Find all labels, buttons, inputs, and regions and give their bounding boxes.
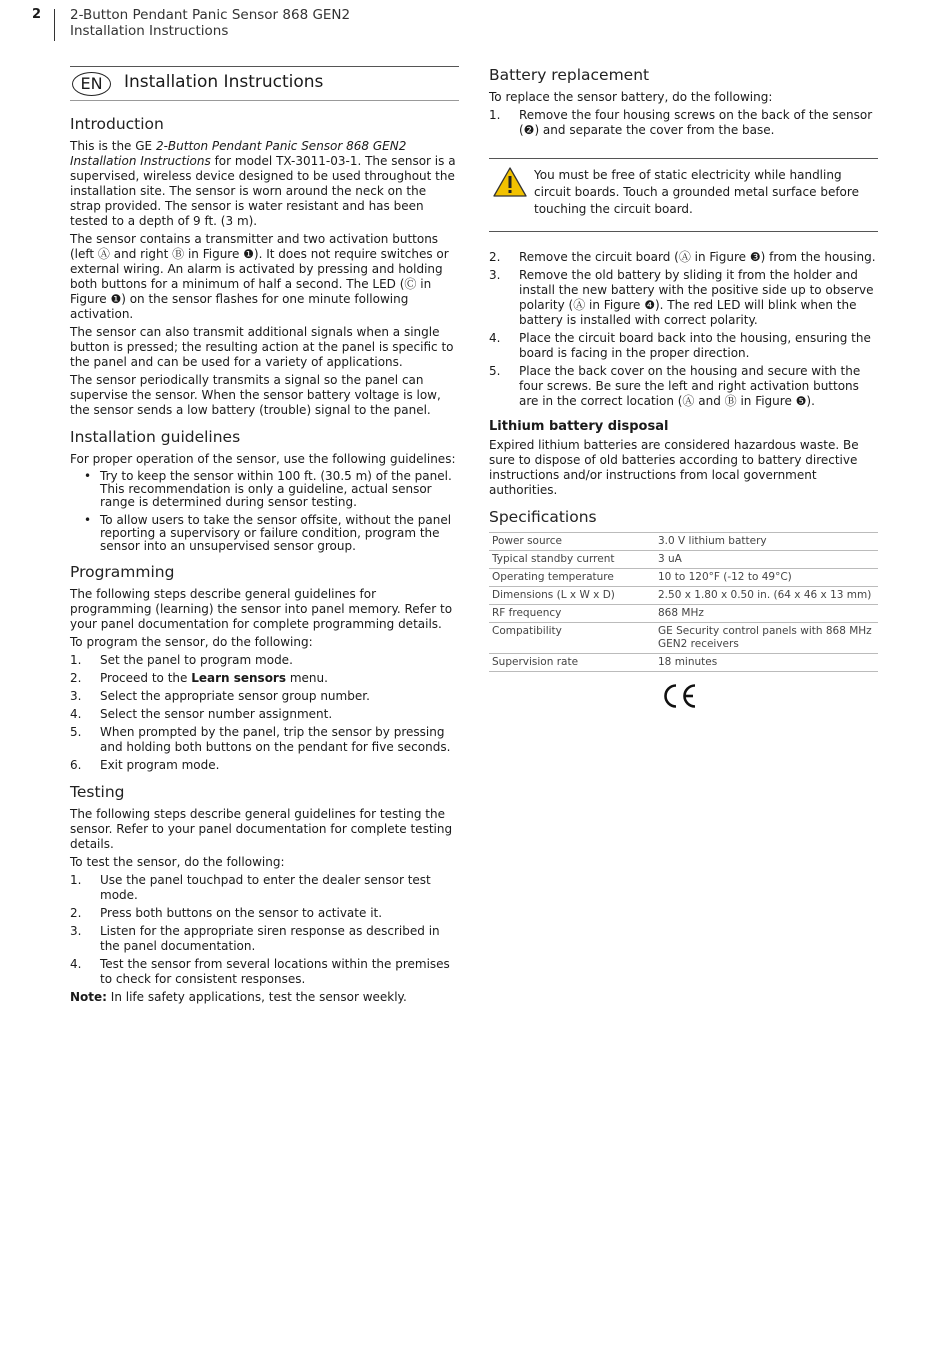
testing-paragraph-1: The following steps describe general guidelines for testing the sensor. Refer to your panel documentation for complete testing details. [70, 807, 453, 851]
programming-paragraph-1: The following steps describe general guidelines for programming (learning) the sensor into panel memory. Refer to your panel documentation for complete programming details. [70, 587, 453, 631]
battery-section [489, 66, 878, 409]
table-row: Supervision rate 18 minutes [489, 654, 878, 672]
table-row: Power source 3.0 V lithium battery [489, 533, 878, 551]
list-item: 2. Remove the circuit board (Ⓐ in Figure ❸) from the housing. [489, 250, 876, 264]
testing-note [70, 990, 459, 1005]
warning-triangle-icon [493, 167, 527, 197]
testing-paragraph-2: To test the sensor, do the following: [70, 855, 285, 869]
specifications-heading: Specifications [489, 508, 597, 526]
bullet-icon: • [84, 469, 92, 483]
battery-heading: Battery replacement [489, 66, 650, 84]
list-item: • Try to keep the sensor within 100 ft. (30.5 m) of the panel. This recommendation is only a guideline, actual sensor range is determined during sensor testing. [84, 469, 452, 509]
note-text: In life safety applications, test the sensor weekly. [106, 990, 407, 1004]
programming-steps [70, 653, 459, 773]
intro-paragraph-4: The sensor periodically transmits a signal so the panel can supervise the sensor. When the sensor battery voltage is low, the sensor sends a low battery (trouble) signal to the panel. [70, 373, 441, 417]
intro-paragraph-3: The sensor can also transmit additional signals when a single button is pressed; the resulting action at the panel is specific to the panel and can be used for a variety of applications. [70, 325, 454, 369]
list-item: 3. Listen for the appropriate siren response as described in the panel documentation. [70, 924, 440, 953]
list-item: 1. Remove the four housing screws on the back of the sensor (❷) and separate the cover from the base. [489, 108, 873, 137]
guidelines-heading: Installation guidelines [70, 428, 241, 446]
guidelines-section [70, 428, 459, 553]
list-item: • To allow users to take the sensor offsite, without the panel reporting a supervisory or failure condition, program the sensor into an unsupervised sensor group. [84, 513, 452, 553]
language-title-bar [70, 66, 459, 101]
table-row: RF frequency 868 MHz [489, 605, 878, 623]
list-item: 3. Remove the old battery by sliding it from the holder and install the new battery with the positive side up to observe polarity (Ⓐ in Figure ❹). The red LED will blink when the battery is installed with correct polarity. [489, 268, 874, 327]
list-item: 5. When prompted by the panel, trip the sensor by pressing and holding both buttons on the pendant for five seconds. [70, 725, 451, 754]
list-item: 4. Select the sensor number assignment. [70, 707, 333, 721]
programming-heading: Programming [70, 563, 175, 581]
battery-intro: To replace the sensor battery, do the following: [489, 90, 773, 104]
intro-paragraph-1 [70, 139, 459, 229]
programming-section [70, 563, 459, 773]
header-title-line1: 2-Button Pendant Panic Sensor 868 GEN2 [70, 7, 351, 23]
header-divider [54, 9, 55, 41]
note-label: Note: [70, 990, 107, 1004]
battery-steps [489, 250, 878, 409]
list-item: 1. Use the panel touchpad to enter the dealer sensor test mode. [70, 873, 431, 902]
intro-p1-a: This is the GE [70, 139, 156, 153]
intro-paragraph-2: The sensor contains a transmitter and two activation buttons (left Ⓐ and right Ⓑ in Figure ❶). It does not require switches or external wiring. An alarm is activated by pressing and holding both buttons for a minimum of half a second. The LED (Ⓒ in Figure ❶) on the sensor flashes for one minute following activation. [70, 232, 449, 321]
intro-p1-b: for model TX-3011-03-1. The sensor is a supervised, wireless device designed to be used throughout the installation site. The sensor is worn around the neck on the strap provided. The sensor is water resistant and has been tested to a depth of 9 ft. (3 m). [70, 154, 456, 228]
list-item: 6. Exit program mode. [70, 758, 220, 772]
testing-heading: Testing [70, 783, 125, 801]
list-item: 4. Test the sensor from several locations within the premises to check for consistent responses. [70, 957, 450, 986]
warning-text: You must be free of static electricity while handling circuit boards. Touch a grounded metal surface before touching the circuit board. [534, 168, 859, 216]
intro-p1-doc-title: 2-Button Pendant Panic Sensor 868 GEN2 Installation Instructions [70, 139, 407, 168]
page-header [0, 0, 950, 50]
specifications-table [489, 532, 878, 672]
disposal-heading: Lithium battery disposal [489, 419, 669, 434]
list-item: 4. Place the circuit board back into the housing, ensuring the board is facing in the proper direction. [489, 331, 871, 360]
testing-steps [70, 873, 459, 987]
ce-mark-icon [659, 682, 699, 710]
static-electricity-warning [489, 158, 878, 232]
specifications-section [489, 508, 878, 714]
list-item: 2. Press both buttons on the sensor to activate it. [70, 906, 383, 920]
guidelines-intro: For proper operation of the sensor, use the following guidelines: [70, 452, 456, 466]
header-title-line2: Installation Instructions [70, 23, 229, 39]
learn-sensors-menu-name: Learn sensors [191, 671, 286, 685]
testing-section [70, 783, 459, 1005]
introduction-section [70, 115, 459, 418]
disposal-section [489, 419, 878, 498]
guidelines-list [70, 470, 459, 553]
list-item: 3. Select the appropriate sensor group number. [70, 689, 370, 703]
table-row: Compatibility GE Security control panels with 868 MHz GEN2 receivers [489, 623, 878, 654]
disposal-paragraph: Expired lithium batteries are considered hazardous waste. Be sure to dispose of old batteries according to battery directive instructions and/or instructions from local government authorities. [489, 438, 859, 497]
table-row: Dimensions (L x W x D) 2.50 x 1.80 x 0.50 in. (64 x 46 x 13 mm) [489, 587, 878, 605]
list-item: 1. Set the panel to program mode. [70, 653, 293, 667]
page-title: Installation Instructions [124, 72, 324, 92]
language-badge: EN [72, 72, 111, 96]
header-title [70, 7, 350, 39]
right-column [489, 66, 878, 724]
left-column [70, 66, 459, 1015]
list-item: 5. Place the back cover on the housing and secure with the four screws. Be sure the left and right activation buttons are in the correct location (Ⓐ and Ⓑ in Figure ❺). [489, 364, 861, 408]
programming-paragraph-2: To program the sensor, do the following: [70, 635, 313, 649]
bullet-icon: • [84, 513, 92, 527]
table-row: Typical standby current 3 uA [489, 551, 878, 569]
table-row: Operating temperature 10 to 120°F (-12 to 49°C) [489, 569, 878, 587]
list-item: 2. Proceed to the Learn sensors menu. [70, 671, 328, 685]
introduction-heading: Introduction [70, 115, 164, 133]
page-number: 2 [32, 7, 42, 22]
battery-steps-first [489, 108, 878, 138]
